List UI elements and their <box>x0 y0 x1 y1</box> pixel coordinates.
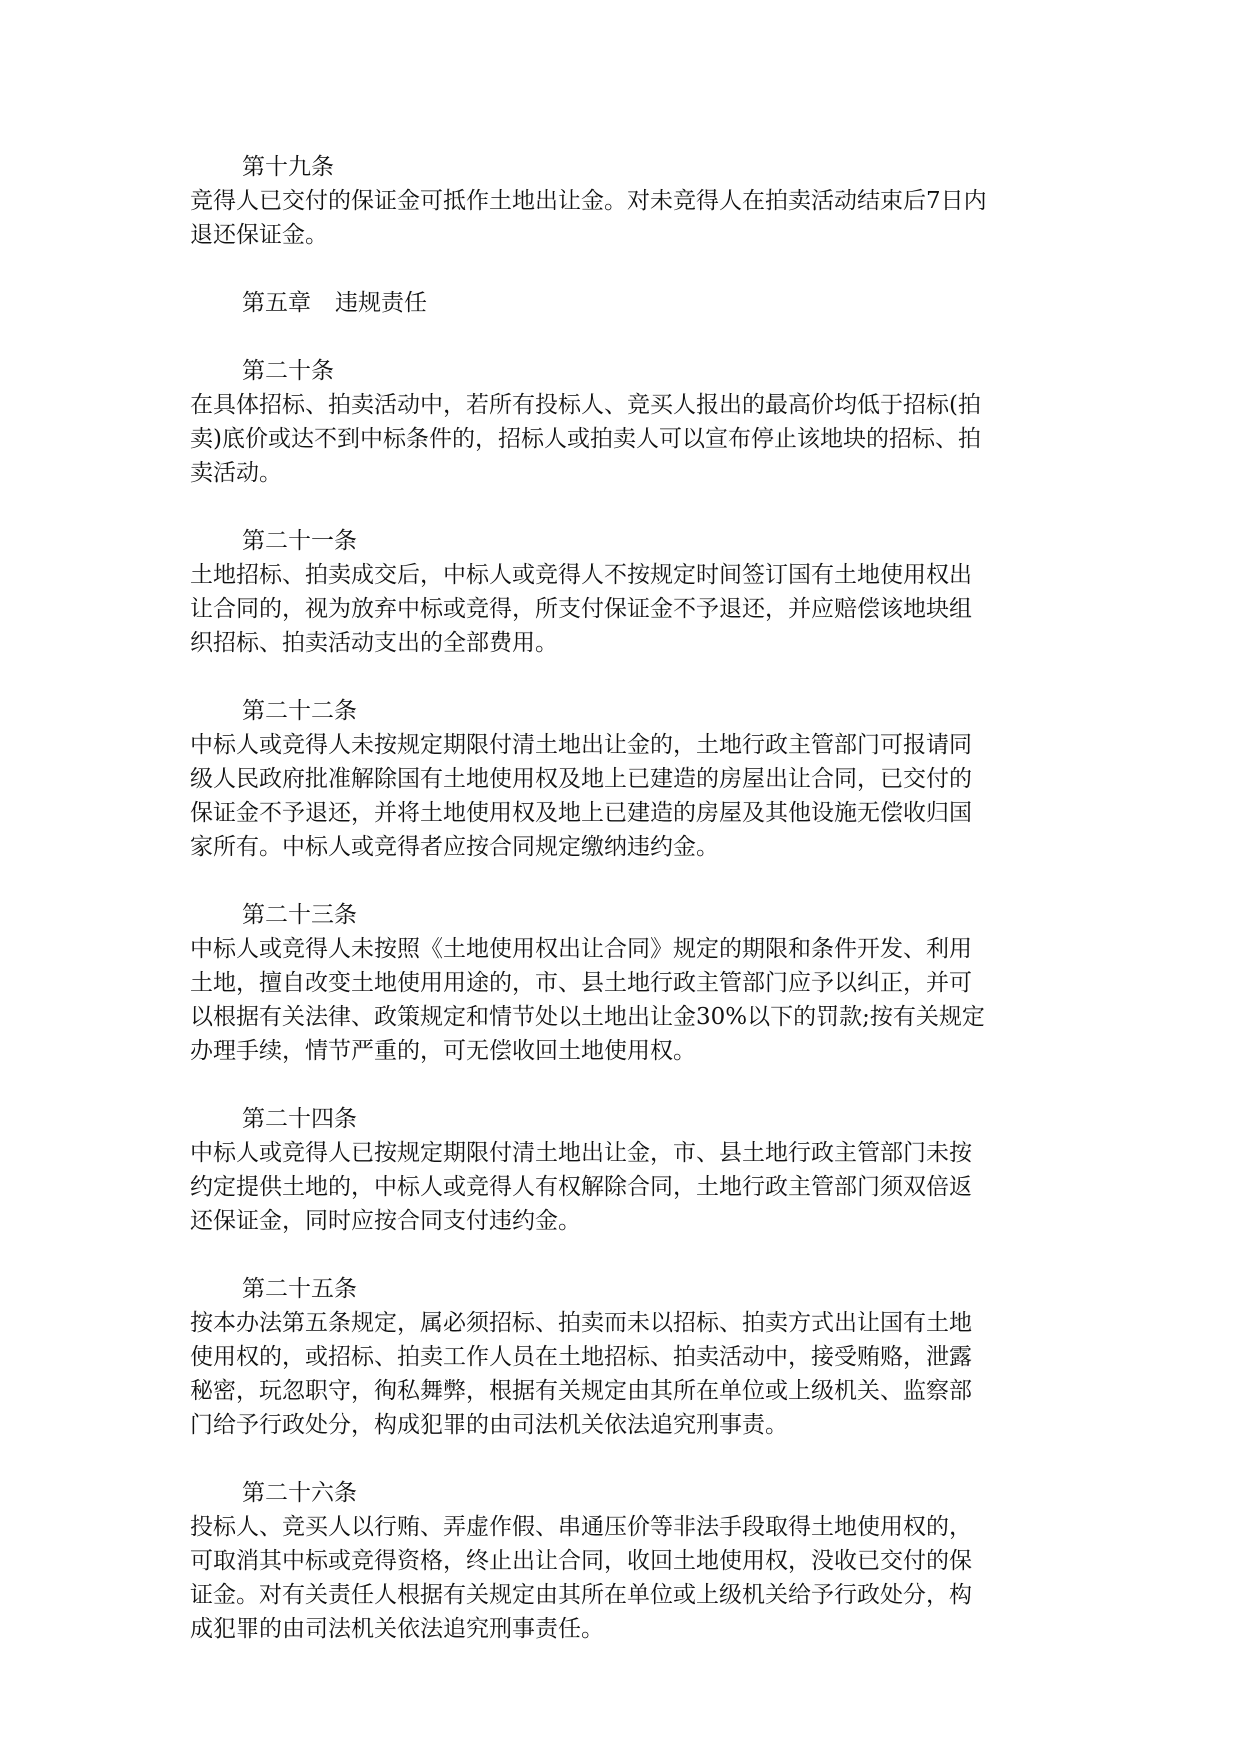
article-text-line: 办理手续，情节严重的，可无偿收回土地使用权。 <box>190 1038 696 1064</box>
article-title: 第二十五条 <box>242 1276 357 1302</box>
article-text-line: 级人民政府批准解除国有土地使用权及地上已建造的房屋出让合同，已交付的 <box>190 766 972 792</box>
article-text-line: 在具体招标、拍卖活动中，若所有投标人、竞买人报出的最高价均低于招标(拍 <box>190 392 981 418</box>
article-23 <box>190 898 1060 1068</box>
chapter-number: 第五章 <box>242 290 311 316</box>
article-text-line: 还保证金，同时应按合同支付违约金。 <box>190 1208 581 1234</box>
chapter-name: 违规责任 <box>335 290 427 316</box>
article-text-line: 卖活动。 <box>190 460 282 486</box>
article-text-line: 按本办法第五条规定，属必须招标、拍卖而未以招标、拍卖方式出让国有土地 <box>190 1310 972 1336</box>
article-text-line: 中标人或竞得人已按规定期限付清土地出让金，市、县土地行政主管部门未按 <box>190 1140 972 1166</box>
article-title: 第二十一条 <box>242 528 357 554</box>
article-text-line: 中标人或竞得人未按规定期限付清土地出让金的，土地行政主管部门可报请同 <box>190 732 972 758</box>
article-text-line: 成犯罪的由司法机关依法追究刑事责任。 <box>190 1616 604 1642</box>
article-text-line: 土地招标、拍卖成交后，中标人或竞得人不按规定时间签订国有土地使用权出 <box>190 562 972 588</box>
article-text-line: 退还保证金。 <box>190 222 328 248</box>
article-text-line: 可取消其中标或竞得资格，终止出让合同，收回土地使用权，没收已交付的保 <box>190 1548 972 1574</box>
article-text-line: 秘密，玩忽职守，徇私舞弊，根据有关规定由其所在单位或上级机关、监察部 <box>190 1378 972 1404</box>
article-text-line: 使用权的，或招标、拍卖工作人员在土地招标、拍卖活动中，接受贿赂，泄露 <box>190 1344 972 1370</box>
article-text-line: 家所有。中标人或竞得者应按合同规定缴纳违约金。 <box>190 834 719 860</box>
article-22 <box>190 694 1060 864</box>
article-text-line: 保证金不予退还，并将土地使用权及地上已建造的房屋及其他设施无偿收归国 <box>190 800 972 826</box>
article-text-line: 让合同的，视为放弃中标或竞得，所支付保证金不予退还，并应赔偿该地块组 <box>190 596 972 622</box>
article-title: 第二十条 <box>242 358 334 384</box>
document-page <box>190 150 1060 1680</box>
article-title: 第二十六条 <box>242 1480 357 1506</box>
article-26 <box>190 1476 1060 1646</box>
article-text-line: 以根据有关法律、政策规定和情节处以土地出让金30%以下的罚款;按有关规定 <box>190 1004 985 1030</box>
article-title: 第十九条 <box>242 154 334 180</box>
chapter-heading <box>190 286 1060 320</box>
article-text-line: 土地，擅自改变土地使用用途的，市、县土地行政主管部门应予以纠正，并可 <box>190 970 972 996</box>
article-text-line: 竞得人已交付的保证金可抵作土地出让金。对未竞得人在拍卖活动结束后7日内 <box>190 188 987 214</box>
article-text-line: 卖)底价或达不到中标条件的，招标人或拍卖人可以宣布停止该地块的招标、拍 <box>190 426 981 452</box>
article-text-line: 约定提供土地的，中标人或竞得人有权解除合同，土地行政主管部门须双倍返 <box>190 1174 972 1200</box>
article-19 <box>190 150 1060 252</box>
article-25 <box>190 1272 1060 1442</box>
article-text-line: 证金。对有关责任人根据有关规定由其所在单位或上级机关给予行政处分，构 <box>190 1582 972 1608</box>
article-text-line: 投标人、竞买人以行贿、弄虚作假、串通压价等非法手段取得土地使用权的， <box>190 1514 972 1540</box>
article-text-line: 中标人或竞得人未按照《土地使用权出让合同》规定的期限和条件开发、利用 <box>190 936 972 962</box>
article-20 <box>190 354 1060 490</box>
article-21 <box>190 524 1060 660</box>
article-text-line: 织招标、拍卖活动支出的全部费用。 <box>190 630 558 656</box>
article-title: 第二十二条 <box>242 698 357 724</box>
article-title: 第二十四条 <box>242 1106 357 1132</box>
article-text-line: 门给予行政处分，构成犯罪的由司法机关依法追究刑事责。 <box>190 1412 788 1438</box>
article-24 <box>190 1102 1060 1238</box>
article-title: 第二十三条 <box>242 902 357 928</box>
